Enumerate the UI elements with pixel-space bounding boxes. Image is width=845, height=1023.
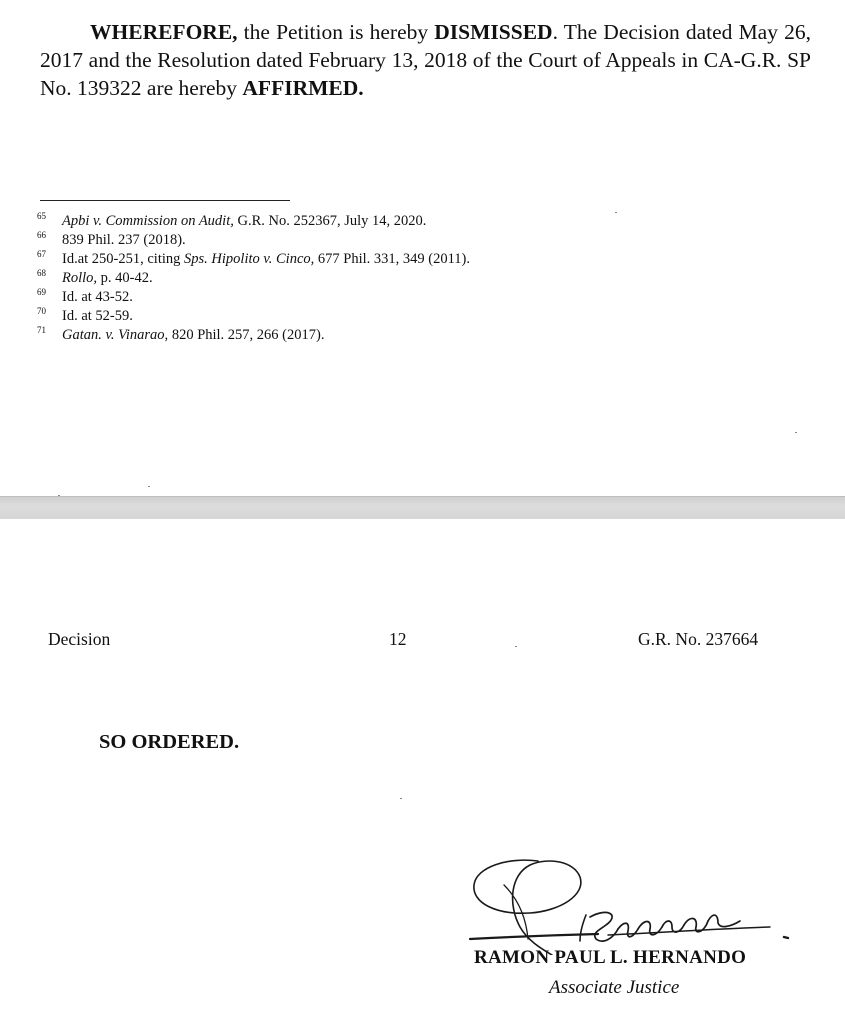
page-separator [0,496,845,520]
so-ordered-heading: SO ORDERED. [99,731,240,753]
footnote-71: $^{71}$ Gatan. v. Vinarao, 820 Phil. 257, 266 (2017). [37,325,325,343]
footnote-case-name: Apbi v. Commission on Audit, [62,213,234,229]
scan-speck [795,432,797,433]
footnote-text: Id.at 250-251, citing [62,251,185,267]
wherefore-word: WHEREFORE, [90,20,238,44]
footnote-text: 839 Phil. 237 (2018). [62,232,186,248]
footnote-divider [40,200,290,201]
footnote-text: G.R. No. 252367, July 14, 2020. [233,213,427,229]
footnote-67: $^{67}$ Id.at 250-251, citing Sps. Hipolito v. Cinco, 677 Phil. 331, 349 (2011). [37,249,471,267]
footnote-case-name: Sps. Hipolito v. Cinco, [184,251,315,267]
footnote-68: $^{68}$ Rollo, p. 40-42. [37,268,153,286]
dispositive-text-2: . The Decision dated May 26, 2017 and the Resolution dated February 13, 2018 of the Court of Appeals in CA-G.R. SP No. 139322 are hereby [40,20,812,100]
case-number: G.R. No. 237664 [638,629,759,649]
scan-speck [515,646,517,647]
handwritten-signature [468,855,813,955]
running-header-title: Decision [48,629,111,649]
footnote-70: $^{70}$ Id. at 52-59. [37,306,133,324]
dispositive-text-1: the Petition is hereby [237,20,435,44]
affirmed-word: AFFIRMED. [242,76,364,100]
page-number: 12 [389,629,407,649]
scan-speck [148,486,150,487]
footnote-list [37,212,737,345]
scan-speck [58,495,60,496]
signatory-name: RAMON PAUL L. HERNANDO [474,947,747,968]
footnote-66: $^{66}$ 839 Phil. 237 (2018). [37,230,186,248]
footnote-65: $^{65}$ Apbi v. Commission on Audit, G.R. No. 252367, July 14, 2020. [37,211,427,229]
signatory-title: Associate Justice [549,977,680,998]
dispositive-paragraph [40,18,811,102]
footnote-text: 820 Phil. 257, 266 (2017). [168,327,325,343]
dismissed-word: DISMISSED [434,20,553,44]
footnote-text: p. 40-42. [97,270,153,286]
scan-speck [400,798,402,799]
footnote-text: Id. at 52-59. [62,308,133,324]
footnote-text: Id. at 43-52. [62,289,133,305]
footnote-69: $^{69}$ Id. at 43-52. [37,287,133,305]
footnote-case-name: Gatan. v. Vinarao, [62,327,169,343]
footnote-text: 677 Phil. 331, 349 (2011). [314,251,471,267]
scan-speck [615,212,617,213]
footnote-case-name: Rollo, [62,270,98,286]
